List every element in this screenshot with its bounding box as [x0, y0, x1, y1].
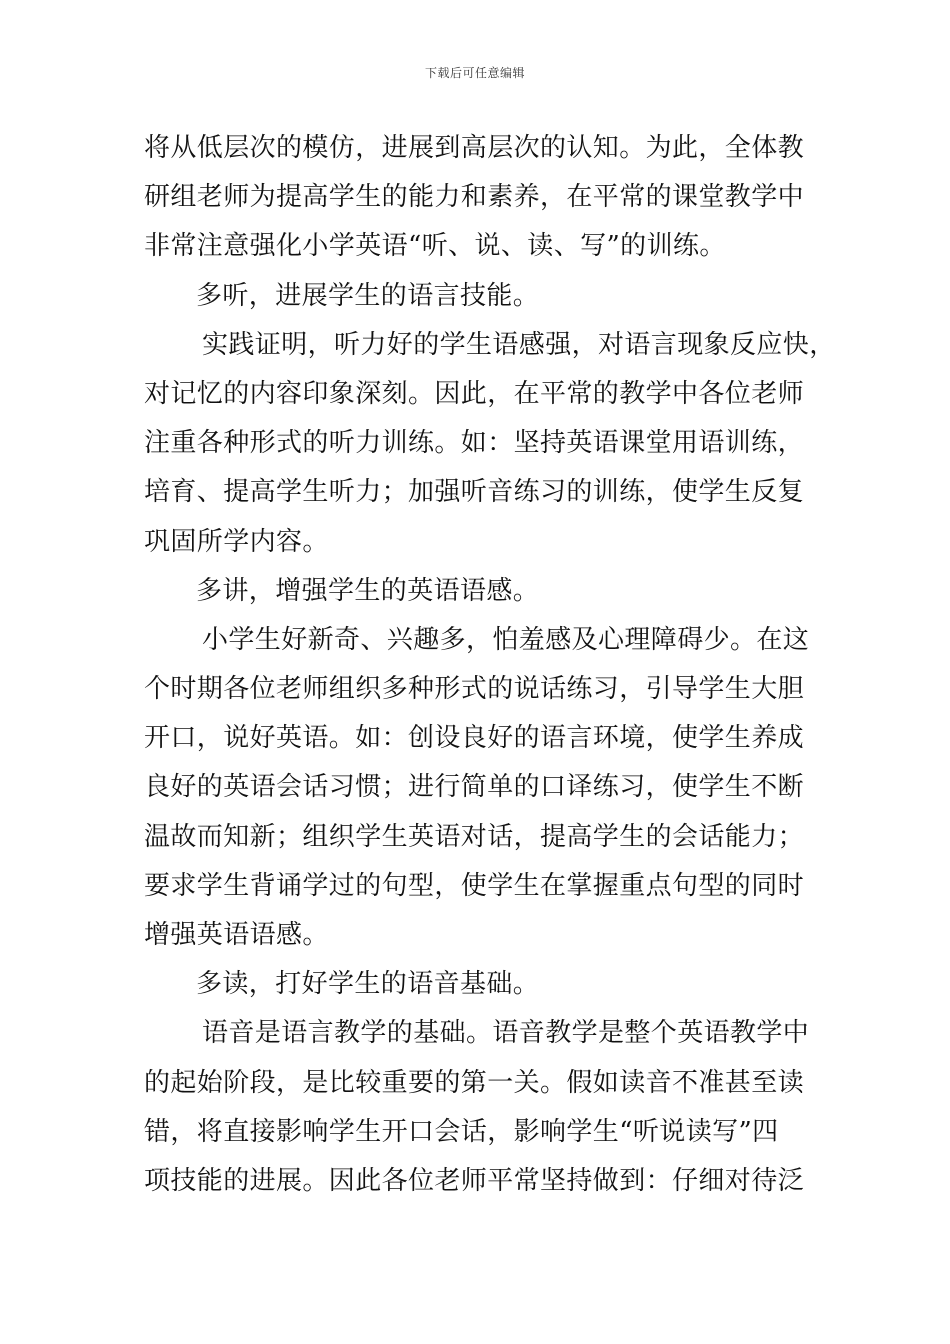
text-line: 错，将直接影响学生开口会话，影响学生“听说读写”四: [144, 1116, 779, 1147]
section-heading: 多读，打好学生的语音基础。: [196, 969, 540, 1000]
paragraph-first-line: 语音是语言教学的基础。语音教学是整个英语教学中: [202, 1018, 810, 1049]
text-line: 的起始阶段，是比较重要的第一关。假如读音不准甚至读: [144, 1067, 805, 1098]
text-line: 温故而知新；组织学生英语对话，提高学生的会话能力；: [144, 821, 805, 852]
paragraph-first-line: 实践证明，听力好的学生语感强，对语言现象反应快，: [202, 329, 836, 360]
text-line: 项技能的进展。因此各位老师平常坚持做到：仔细对待泛: [144, 1165, 805, 1196]
text-line: 培育、提高学生听力；加强听音练习的训练，使学生反复: [144, 477, 805, 508]
text-line: 良好的英语会话习惯；进行简单的口译练习，使学生不断: [144, 772, 805, 803]
text-line: 注重各种形式的听力训练。如：坚持英语课堂用语训练，: [144, 428, 805, 459]
document-body: [144, 124, 836, 1206]
text-line: 开口，说好英语。如：创设良好的语言环境，使学生养成: [144, 723, 805, 754]
paragraph-first-line: 小学生好新奇、兴趣多，怕羞感及心理障碍少。在这: [202, 624, 810, 655]
text-line: 增强英语语感。: [144, 920, 329, 950]
text-line: 将从低层次的模仿，进展到高层次的认知。为此，全体教: [144, 133, 805, 163]
text-line: 研组老师为提高学生的能力和素养，在平常的课堂教学中: [144, 182, 805, 213]
text-line: 巩固所学内容。: [144, 526, 329, 557]
text-line: 对记忆的内容印象深刻。因此，在平常的教学中各位老师: [144, 378, 805, 409]
text-line: 要求学生背诵学过的句型，使学生在掌握重点句型的同时: [144, 870, 805, 901]
section-heading: 多听，进展学生的语言技能。: [196, 280, 540, 311]
page-header: 下载后可任意编辑: [424, 66, 525, 80]
text-line: 非常注意强化小学英语“听、说、读、写”的训练。: [144, 231, 726, 262]
section-heading: 多讲，增强学生的英语语感。: [196, 575, 540, 606]
text-line: 个时期各位老师组织多种形式的说话练习，引导学生大胆: [144, 674, 805, 705]
